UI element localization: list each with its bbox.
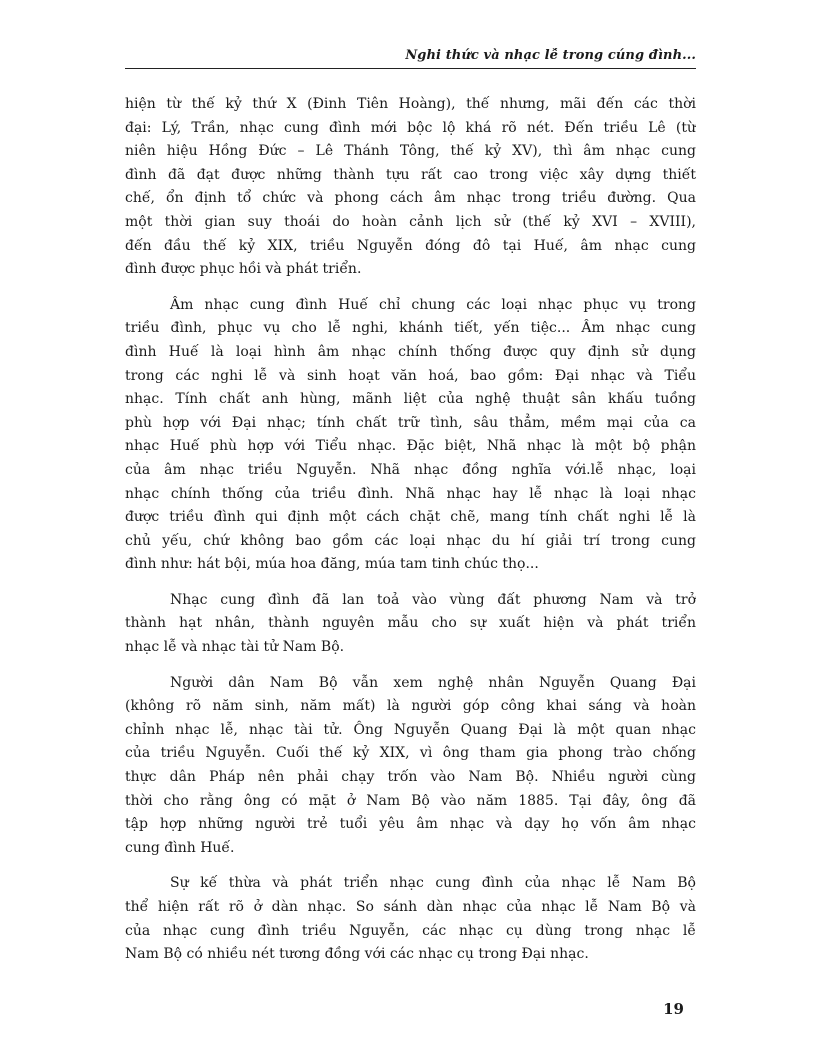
text-line: chủ yếu, chứ không bao gồm các loại nhạc du hí giải trí trong cung: [125, 532, 696, 549]
paragraph-4: [125, 672, 696, 861]
text-line: Nam Bộ có nhiều nét tương đồng với các nhạc cụ trong Đại nhạc.: [125, 946, 589, 963]
text-line: thực dân Pháp nên phải chạy trốn vào Nam Bộ. Nhiều người cùng: [125, 769, 696, 786]
header-rule: [125, 68, 696, 69]
text-line: nhạc. Tính chất anh hùng, mãnh liệt của nghệ thuật sân khấu tuồng: [125, 391, 696, 408]
text-line: thể hiện rất rõ ở dàn nhạc. So sánh dàn nhạc của nhạc lễ Nam Bộ và: [125, 899, 696, 915]
text-line: nhạc chính thống của triều đình. Nhã nhạc hay lễ nhạc là loại nhạc: [125, 485, 696, 502]
text-line: đình như: hát bội, múa hoa đăng, múa tam tinh chúc thọ...: [125, 556, 539, 573]
paragraph-2: [125, 294, 696, 577]
paragraph-5: [125, 872, 696, 966]
text-line: thời cho rằng ông có mặt ở Nam Bộ vào năm 1885. Tại đây, ông đã: [125, 792, 696, 809]
text-line: đình Huế là loại hình âm nhạc chính thống được quy định sử dụng: [125, 343, 696, 360]
text-line: trong các nghi lễ và sinh hoạt văn hoá, bao gồm: Đại nhạc và Tiểu: [125, 367, 696, 384]
text-line: của nhạc cung đình triều Nguyễn, các nhạc cụ dùng trong nhạc lễ: [125, 922, 696, 939]
paragraph-1: [125, 93, 696, 282]
text-line: Nhạc cung đình đã lan toả vào vùng đất phương Nam và trở: [170, 591, 696, 608]
text-line: chỉnh nhạc lễ, nhạc tài tử. Ông Nguyễn Quang Đại là một quan nhạc: [125, 721, 696, 738]
text-line: đến đầu thế kỷ XIX, triều Nguyễn đóng đô tại Huế, âm nhạc cung: [125, 237, 696, 254]
text-line: chế, ổn định tổ chức và phong cách âm nhạc trong triều đường. Qua: [125, 190, 696, 207]
paragraph-3: [125, 589, 696, 660]
text-line: phù hợp với Đại nhạc; tính chất trữ tình, sâu thẳm, mềm mại của ca: [125, 414, 696, 431]
page-number: 19: [663, 1000, 684, 1018]
text-line: Âm nhạc cung đình Huế chỉ chung các loại nhạc phục vụ trong: [170, 296, 696, 313]
text-line: được triều đình qui định một cách chặt chẽ, mang tính chất nghi lễ là: [125, 509, 696, 526]
text-line: cung đình Huế.: [125, 839, 235, 856]
text-line: nhạc lễ và nhạc tài tử Nam Bộ.: [125, 639, 345, 656]
text-line: Người dân Nam Bộ vẫn xem nghệ nhân Nguyễn Quang Đại: [170, 674, 696, 691]
text-line: Sự kế thừa và phát triển nhạc cung đình của nhạc lễ Nam Bộ: [170, 875, 696, 892]
text-line: đình đã đạt được những thành tựu rất cao trong việc xây dựng thiết: [125, 166, 696, 183]
text-line: triều đình, phục vụ cho lễ nghi, khánh tiết, yến tiệc... Âm nhạc cung: [125, 320, 696, 337]
text-line: đại: Lý, Trần, nhạc cung đình mới bộc lộ khá rõ nét. Đến triều Lê (từ: [125, 119, 696, 136]
body-text: [125, 93, 696, 979]
text-line: thành hạt nhân, thành nguyên mẫu cho sự xuất hiện và phát triển: [125, 615, 696, 632]
text-line: niên hiệu Hồng Đức – Lê Thánh Tông, thế kỷ XV), thì âm nhạc cung: [125, 143, 696, 160]
text-line: một thời gian suy thoái do hoàn cảnh lịch sử (thế kỷ XVI – XVIII),: [125, 213, 696, 230]
text-line: của triều Nguyễn. Cuối thế kỷ XIX, vì ông tham gia phong trào chống: [125, 745, 696, 762]
text-line: (không rõ năm sinh, năm mất) là người góp công khai sáng và hoàn: [125, 698, 696, 715]
text-line: hiện từ thế kỷ thứ X (Đinh Tiên Hoàng), thế nhưng, mãi đến các thời: [125, 96, 696, 112]
text-line: của âm nhạc triều Nguyễn. Nhã nhạc đồng nghĩa với.lễ nhạc, loại: [125, 461, 696, 478]
running-header: Nghi thức và nhạc lễ trong cúng đình...: [405, 48, 696, 63]
text-line: nhạc Huế phù hợp với Tiểu nhạc. Đặc biệt, Nhã nhạc là một bộ phận: [125, 438, 696, 455]
text-line: tập hợp những người trẻ tuổi yêu âm nhạc và dạy họ vốn âm nhạc: [125, 816, 696, 833]
text-line: đình được phục hồi và phát triển.: [125, 261, 362, 278]
